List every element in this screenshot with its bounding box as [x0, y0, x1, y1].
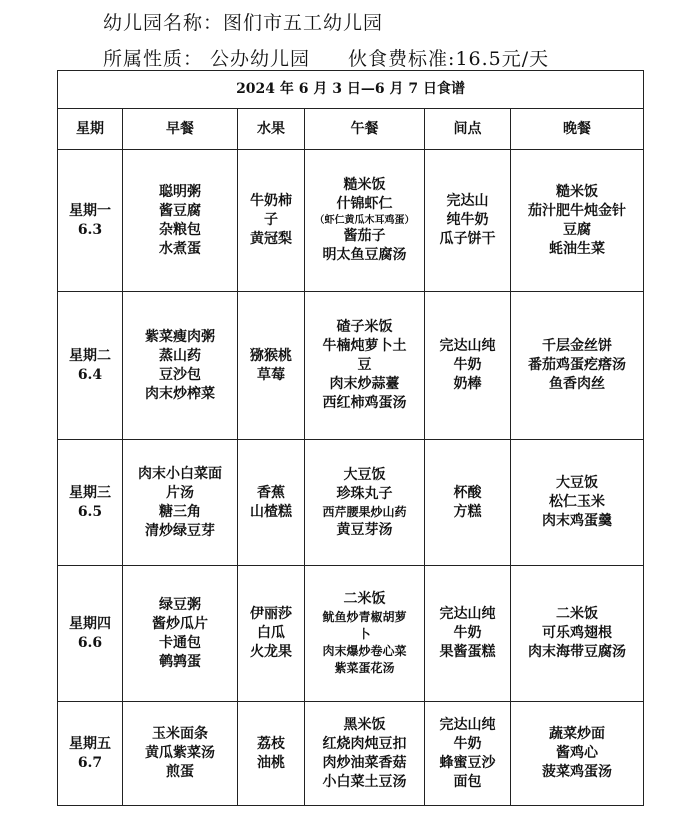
school-name: 幼儿园名称：图们市五工幼儿园: [103, 12, 384, 34]
table-row: [58, 440, 644, 566]
col-header-dinner: 晚餐: [511, 109, 644, 150]
day-cell: 星期二 6.4: [58, 292, 123, 440]
col-header-snack: 间点: [425, 109, 511, 150]
dinner-cell: 大豆饭 松仁玉米 肉末鸡蛋羹: [511, 440, 644, 566]
dinner-cell: 千层金丝饼 番茄鸡蛋疙瘩汤 鱼香肉丝: [511, 292, 644, 440]
day-cell: 星期一 6.3: [58, 150, 123, 292]
school-info-line: [103, 44, 549, 71]
meal-fee: 伙食费标准:16.5元/天: [348, 48, 550, 70]
school-nature: 所属性质： 公办幼儿园: [103, 48, 311, 70]
snack-cell: 完达山 纯牛奶 瓜子饼干: [425, 150, 511, 292]
fruit-cell: 猕猴桃 草莓: [238, 292, 305, 440]
lunch-cell: 黑米饭 红烧肉炖豆扣 肉炒油菜香菇 小白菜土豆汤: [305, 702, 425, 806]
dinner-cell: 蔬菜炒面 酱鸡心 菠菜鸡蛋汤: [511, 702, 644, 806]
snack-cell: 杯酸 方糕: [425, 440, 511, 566]
lunch-cell: 糙米饭 什锦虾仁 （虾仁黄瓜木耳鸡蛋） 酱茄子 明太鱼豆腐汤: [305, 150, 425, 292]
day-cell: 星期五 6.7: [58, 702, 123, 806]
dinner-cell: 二米饭 可乐鸡翅根 肉末海带豆腐汤: [511, 566, 644, 702]
lunch-cell: 碴子米饭 牛楠炖萝卜土 豆 肉末炒蒜薹 西红柿鸡蛋汤: [305, 292, 425, 440]
breakfast-cell: 绿豆粥 酱炒瓜片 卡通包 鹌鹑蛋: [123, 566, 238, 702]
snack-cell: 完达山纯 牛奶 果酱蛋糕: [425, 566, 511, 702]
lunch-cell: 二米饭 鱿鱼炒青椒胡萝 卜 肉末爆炒卷心菜 紫菜蛋花汤: [305, 566, 425, 702]
col-header-breakfast: 早餐: [123, 109, 238, 150]
col-header-day: 星期: [58, 109, 123, 150]
col-header-lunch: 午餐: [305, 109, 425, 150]
table-row: [58, 702, 644, 806]
day-cell: 星期四 6.6: [58, 566, 123, 702]
fruit-cell: 伊丽莎 白瓜 火龙果: [238, 566, 305, 702]
menu-table: [57, 70, 644, 806]
table-row: [58, 292, 644, 440]
col-header-fruit: 水果: [238, 109, 305, 150]
dinner-cell: 糙米饭 茄汁肥牛炖金针 豆腐 蚝油生菜: [511, 150, 644, 292]
fruit-cell: 香蕉 山楂糕: [238, 440, 305, 566]
breakfast-cell: 玉米面条 黄瓜紫菜汤 煎蛋: [123, 702, 238, 806]
fruit-cell: 荔枝 油桃: [238, 702, 305, 806]
table-row: [58, 566, 644, 702]
snack-cell: 完达山纯 牛奶 蜂蜜豆沙 面包: [425, 702, 511, 806]
menu-title: 2024 年 6 月 3 日—6 月 7 日食谱: [58, 71, 644, 109]
breakfast-cell: 聪明粥 酱豆腐 杂粮包 水煮蛋: [123, 150, 238, 292]
fruit-cell: 牛奶柿 子 黄冠梨: [238, 150, 305, 292]
lunch-note: （虾仁黄瓜木耳鸡蛋）: [314, 215, 415, 226]
table-row: [58, 150, 644, 292]
breakfast-cell: 紫菜瘦肉粥 蒸山药 豆沙包 肉末炒榨菜: [123, 292, 238, 440]
day-cell: 星期三 6.5: [58, 440, 123, 566]
snack-cell: 完达山纯 牛奶 奶棒: [425, 292, 511, 440]
lunch-cell: 大豆饭 珍珠丸子 西芹腰果炒山药 黄豆芽汤: [305, 440, 425, 566]
breakfast-cell: 肉末小白菜面 片汤 糖三角 清炒绿豆芽: [123, 440, 238, 566]
